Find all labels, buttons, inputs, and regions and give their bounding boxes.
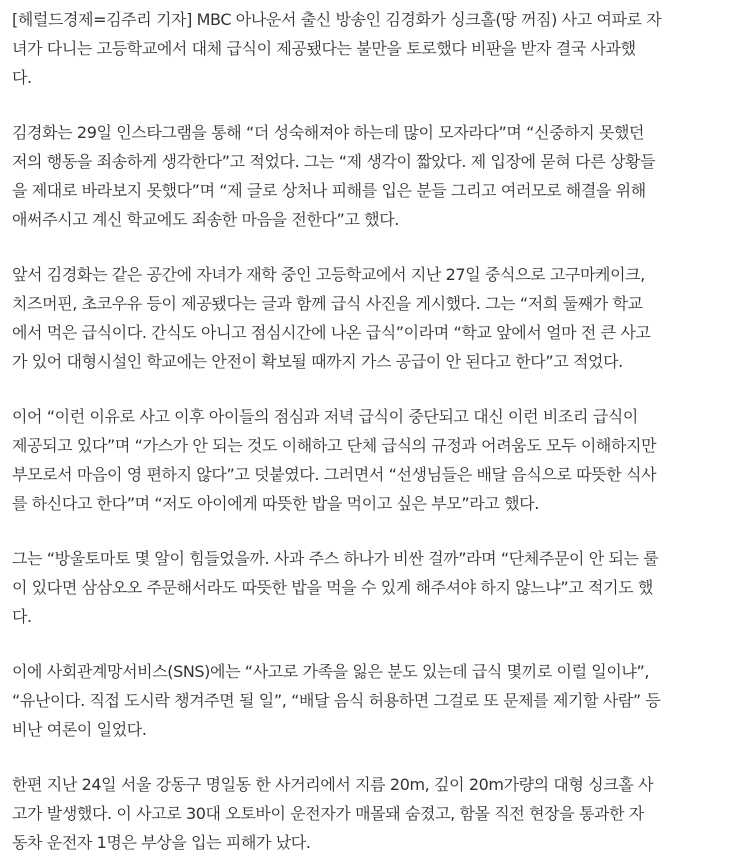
text-line: 동차 운전자 1명은 부상을 입는 피해가 났다. (12, 833, 311, 852)
paragraph-apology (12, 118, 727, 234)
text-line: 이에 사회관계망서비스(SNS)에는 “사고로 가족을 잃은 분도 있는데 급식 몇끼로 이럴 일이냐”, (12, 662, 650, 681)
text-line: 부모로서 마음이 영 편하지 않다”고 덧붙였다. 그러면서 “선생님들은 배달 음식으로 따뜻한 식사 (12, 465, 657, 484)
text-line: 에서 먹은 급식이다. 간식도 아니고 점심시간에 나온 급식”이라며 “학교 앞에서 얼마 전 큰 사고 (12, 323, 651, 342)
text-line: 김경화는 29일 인스타그램을 통해 “더 성숙해져야 하는데 많이 모자라다”며 “신중하지 못했던 (12, 123, 645, 142)
text-line: 이 있다면 삼삼오오 주문해서라도 따뜻한 밥을 먹을 수 있게 해주셔야 하지 않느냐”고 적기도 했 (12, 578, 653, 597)
paragraph-quote (12, 544, 727, 631)
text-line: 한편 지난 24일 서울 강동구 명일동 한 사거리에서 지름 20m, 깊이 20m가량의 대형 싱크홀 사 (12, 775, 654, 794)
paragraph-incident (12, 770, 727, 857)
text-line: 치즈머핀, 초코우유 등이 제공됐다는 글과 함께 급식 사진을 게시했다. 그는 “저희 둘째가 학교 (12, 294, 643, 313)
text-line: 앞서 김경화는 같은 공간에 자녀가 재학 중인 고등학교에서 지난 27일 중식으로 고구마케이크, (12, 265, 645, 284)
text-line: 비난 여론이 일었다. (12, 720, 147, 739)
paragraph-continuation (12, 402, 727, 518)
paragraph-background (12, 260, 727, 376)
text-line: [헤럴드경제=김주리 기자] MBC 아나운서 출신 방송인 김경화가 싱크홀(땅 꺼짐) 사고 여파로 자 (12, 10, 662, 29)
text-line: 고가 발생했다. 이 사고로 30대 오토바이 운전자가 매몰돼 숨졌고, 함몰 직전 현장을 통과한 자 (12, 804, 644, 823)
text-line: 저의 행동을 죄송하게 생각한다”고 적었다. 그는 “제 생각이 짧았다. 제 입장에 묻혀 다른 상황들 (12, 152, 656, 171)
text-line: 애써주시고 계신 학교에도 죄송한 마음을 전한다”고 했다. (12, 210, 399, 229)
paragraph-reaction (12, 657, 727, 744)
paragraph-intro (12, 5, 727, 92)
text-line: 다. (12, 607, 32, 626)
text-line: “유난이다. 직접 도시락 챙겨주면 될 일”, “배달 음식 허용하면 그걸로 또 문제를 제기할 사람” 등 (12, 691, 661, 710)
text-line: 를 하신다고 한다”며 “저도 아이에게 따뜻한 밥을 먹이고 싶은 부모”라고 했다. (12, 494, 539, 513)
text-line: 그는 “방울토마토 몇 알이 힘들었을까. 사과 주스 하나가 비싼 걸까”라며 “단체주문이 안 되는 룰 (12, 549, 659, 568)
text-line: 을 제대로 바라보지 못했다”며 “제 글로 상처나 피해를 입은 분들 그리고 여러모로 해결을 위해 (12, 181, 646, 200)
text-line: 가 있어 대형시설인 학교에는 안전이 확보될 때까지 가스 공급이 안 된다고 한다”고 적었다. (12, 352, 623, 371)
text-line: 다. (12, 68, 32, 87)
text-line: 제공되고 있다”며 “가스가 안 되는 것도 이해하고 단체 급식의 규정과 어려움도 모두 이해하지만 (12, 436, 657, 455)
text-line: 녀가 다니는 고등학교에서 대체 급식이 제공됐다는 불만을 토로했다 비판을 받자 결국 사과했 (12, 39, 636, 58)
text-line: 이어 “이런 이유로 사고 이후 아이들의 점심과 저녁 급식이 중단되고 대신 이런 비조리 급식이 (12, 407, 638, 426)
